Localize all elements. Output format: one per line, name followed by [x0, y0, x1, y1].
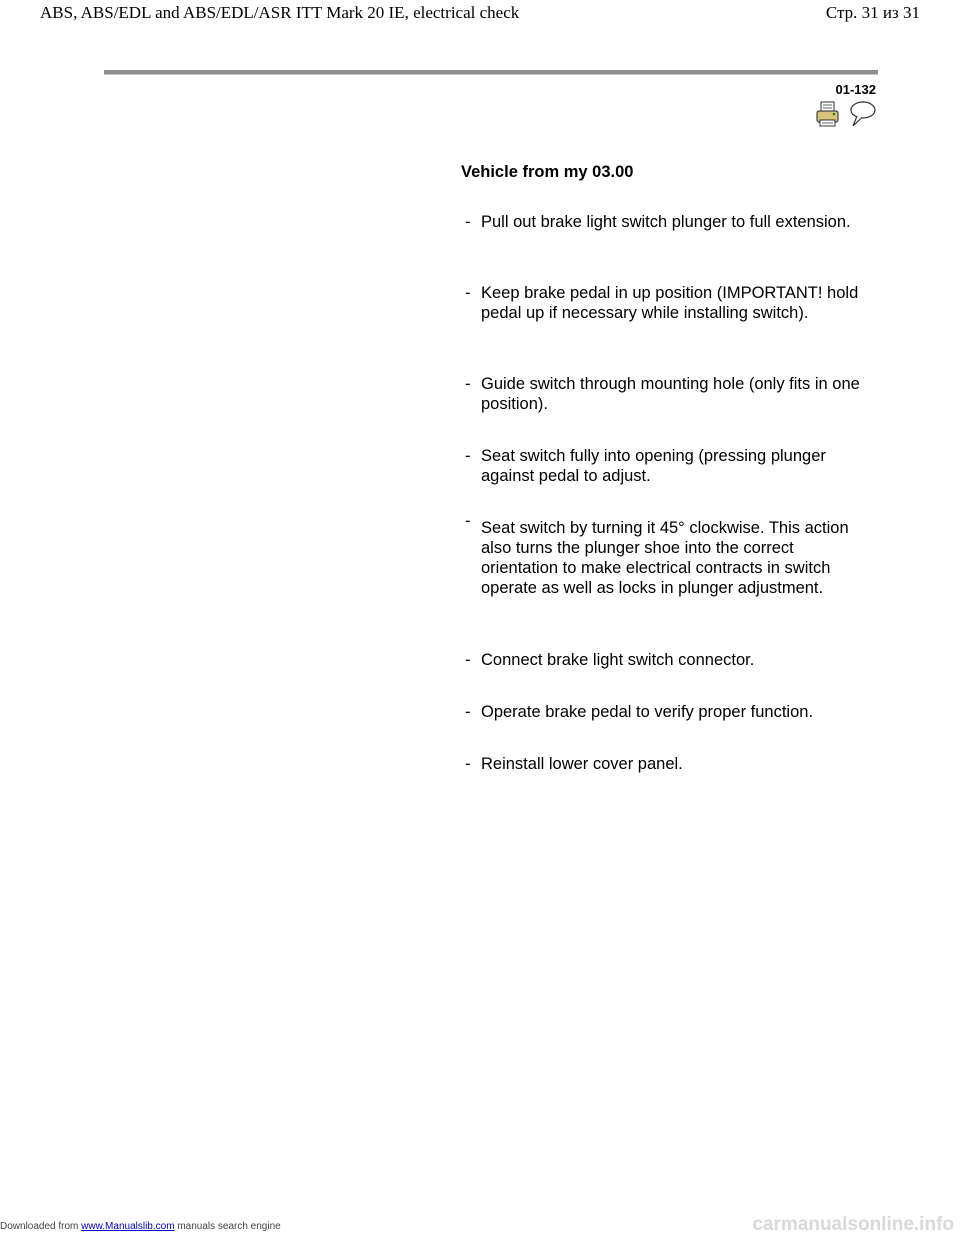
download-footer	[0, 1221, 281, 1232]
step-bullet: -	[465, 284, 471, 302]
step-text: Keep brake pedal in up position (IMPORTANT! hold pedal up if necessary while installing switch).	[481, 284, 859, 322]
procedure-step-6	[465, 650, 875, 670]
step-text: Pull out brake light switch plunger to full extension.	[481, 213, 851, 231]
document-actions	[815, 100, 879, 130]
step-text: Operate brake pedal to verify proper function.	[481, 703, 814, 721]
speech-bubble-icon[interactable]	[847, 100, 877, 128]
procedure-step-7	[465, 702, 875, 722]
step-bullet: -	[465, 651, 471, 669]
step-bullet: -	[465, 755, 471, 773]
step-bullet: -	[465, 512, 471, 530]
footer-suffix: manuals search engine	[177, 1221, 281, 1232]
footer-prefix: Downloaded from	[0, 1221, 79, 1232]
step-text: Reinstall lower cover panel.	[481, 755, 683, 773]
step-text: Guide switch through mounting hole (only fits in one position).	[481, 375, 860, 413]
procedure-step-5	[465, 512, 875, 598]
step-bullet: -	[465, 213, 471, 231]
procedure-step-2	[465, 283, 875, 323]
procedure-step-3	[465, 374, 875, 414]
step-bullet: -	[465, 703, 471, 721]
step-bullet: -	[465, 375, 471, 393]
section-heading: Vehicle from my 03.00	[461, 163, 634, 181]
procedure-step-8	[465, 754, 875, 774]
step-text: Seat switch by turning it 45° clockwise. This action also turns the plunger shoe into the correct orientation to make electrical contracts in switch operate as well as locks in plunger adjustment.	[481, 519, 849, 597]
document-number: 01-132	[835, 82, 876, 97]
procedure-step-4	[465, 446, 875, 486]
manualslib-link[interactable]: www.Manualslib.com	[81, 1221, 175, 1232]
site-watermark: carmanualsonline.info	[752, 1214, 954, 1235]
procedure-step-1	[465, 212, 875, 232]
page-header-title: ABS, ABS/EDL and ABS/EDL/ASR ITT Mark 20 IE, electrical check	[40, 3, 520, 22]
header-divider	[104, 70, 878, 75]
printer-icon[interactable]	[815, 100, 841, 128]
page-counter: Стр. 31 из 31	[825, 3, 920, 22]
step-text: Connect brake light switch connector.	[481, 651, 755, 669]
step-bullet: -	[465, 447, 471, 465]
step-text: Seat switch fully into opening (pressing plunger against pedal to adjust.	[481, 447, 826, 485]
